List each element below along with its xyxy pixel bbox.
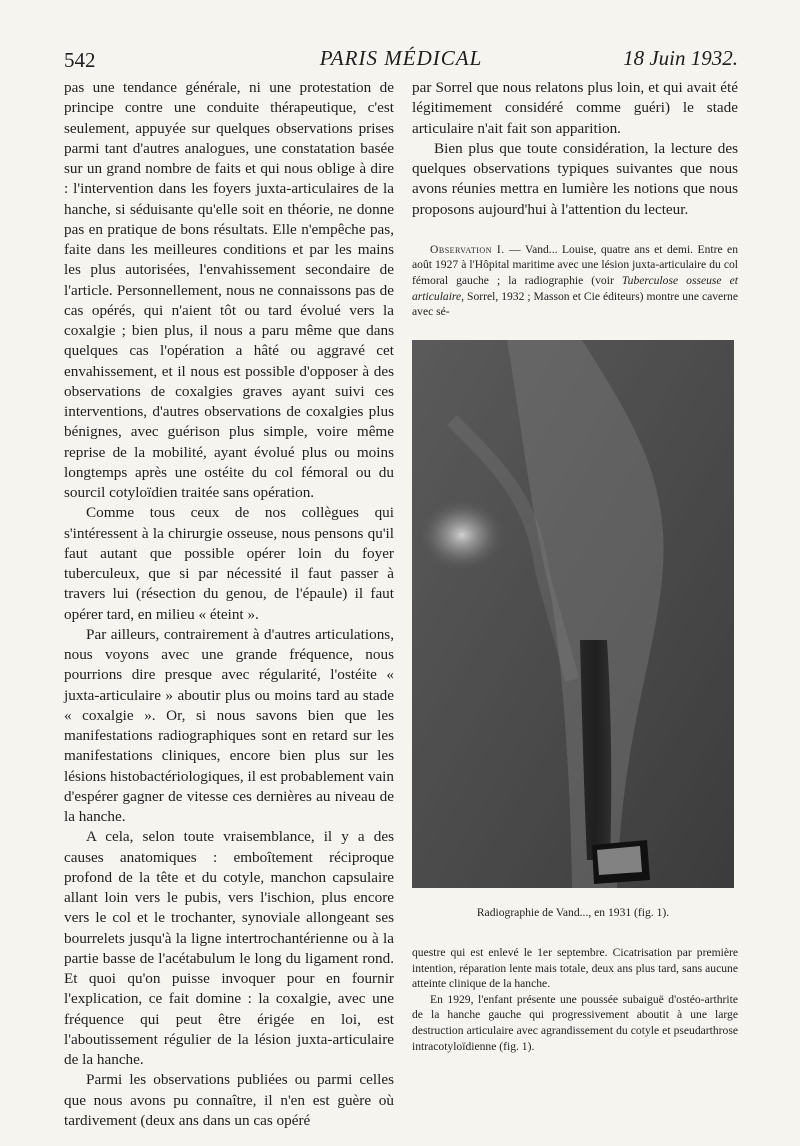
observation-paragraph: questre qui est enlevé le 1er septembre. Cicatrisation par première intention, réparation lente mais totale, deux ans plus tard, sans aucune atteinte clinique de la hanche. — [412, 946, 738, 991]
observation-block — [412, 242, 738, 320]
page-number: 542 — [64, 48, 96, 72]
page-header — [64, 46, 738, 76]
paragraph: Comme tous ceux de nos collègues qui s'intéressent à la chirurgie osseuse, nous pensons qu'il faut autant que possible opérer loin du foyer tuberculeux, que si par nécessité il faut passer à travers lui (résection du genou, de l'épaule) il faut opérer tard, en milieu « éteint ». — [64, 504, 394, 623]
observation-paragraph: En 1929, l'enfant présente une poussée subaiguë d'ostéo-arthrite de la hanche gauche qui progressivement aboutit à une large destruction articulaire avec agrandissement du cotyle et pseudarthrose intracotyloïdienne (fig. 1). — [412, 992, 738, 1053]
paragraph: Par ailleurs, contrairement à d'autres articulations, nous voyons avec une grande fréquence, nous pourrions dire presque avec régularité, l'ostéite « juxta-articulaire » aboutir plus ou moins tard au stade « coxalgie ». Or, si nous savons bien que les manifestations radiographiques sont en retard sur les manifestations cliniques, encore bien plus sur les lésions histobactériologiques, il est probablement vain d'espérer gagner de vitesse ces dernières au niveau de la hanche. — [64, 625, 394, 825]
journal-title: PARIS MÉDICAL — [319, 46, 483, 70]
figure-caption: Radiographie de Vand..., en 1931 (fig. 1). — [476, 906, 670, 919]
paragraph: pas une tendance générale, ni une protestation de principe contre une conduite thérapeutique, c'est seulement, appuyée sur quelques observations prises parmi tant d'autres analogues, une constatation basée sur un grand nombre de faits et qui nous oblige à dire : l'intervention dans les foyers juxta-articulaires de la hanche, si séduisante qu'elle soit en théorie, ne donne pas en pratique de bons résultats. Elle n'empêche pas, faite dans les meilleures conditions et par les mains les plus autorisées, l'envahissement secondaire de l'article. Personnellement, nous ne connaissons pas de cas opérés, qui n'aient tôt ou tard évolué vers la coxalgie ; bien plus, il nous a paru même que dans quelques cas l'opération a hâté ou aggravé cet envahissement, et il nous est possible d'opposer à des observations de coxalgies graves ayant suivi ces interventions, d'autres observations de coxalgies plus bénignes, avec guérison plus simple, voire même reprise de la mobilité, ayant évolué plus ou moins longtemps après une ostéite du col fémoral ou du sourcil cotyloïdien traitée sans opération. — [64, 79, 394, 501]
cited-book-title: Tuberculose osseuse et articulaire — [412, 273, 738, 303]
paragraph: par Sorrel que nous relatons plus loin, et qui avait été légitimement considéré comme guéri) le stade articulaire n'ait fait son apparition. — [412, 79, 738, 137]
issue-date: 18 Juin 1932. — [623, 46, 738, 70]
observation-continuation — [412, 945, 738, 1054]
radiograph-figure — [412, 340, 734, 888]
paragraph: Parmi les observations publiées ou parmi celles que nous avons pu connaître, il n'en est guère où tardivement (deux ans dans un cas opéré — [64, 1071, 394, 1129]
paragraph: A cela, selon toute vraisemblance, il y a des causes anatomiques : emboîtement réciproque profond de la tête et du cotyle, manchon capsulaire allant loin vers le pubis, vers l'ischion, plus encore vers le col et le trochanter, synoviale allongeant ses bourrelets jusqu'à la ligne intertrochantérienne ou à la partie basse de l'acétabulum le long du ligament rond. Et quoi qu'on puisse invoquer pour en fournir l'explication, ce fait domine : la coxalgie, avec une fréquence qui peut être érigée en loi, est l'aboutissement régulier de la lésion juxta-articulaire de la hanche. — [64, 828, 394, 1068]
observation-label: Observation I. — [430, 242, 505, 256]
observation-text: — Vand... Louise, quatre ans et demi. Entre en août 1927 à l'Hôpital maritime avec une lésion juxta-articulaire du col fémoral gauche ; la radiographie (voir — [412, 242, 739, 287]
left-column — [64, 78, 394, 1131]
observation-text: , Sorrel, 1932 ; Masson et Cie éditeurs) montre une caverne avec sé- — [412, 289, 738, 319]
radiograph-image — [412, 340, 734, 888]
paragraph: Bien plus que toute considération, la lecture des quelques observations typiques suivantes que nous avons réunies mettra en lumière les notions que nous proposons aujourd'hui à l'attention du lecteur. — [412, 139, 738, 218]
right-column — [412, 78, 738, 320]
observation-paragraph — [412, 242, 738, 320]
